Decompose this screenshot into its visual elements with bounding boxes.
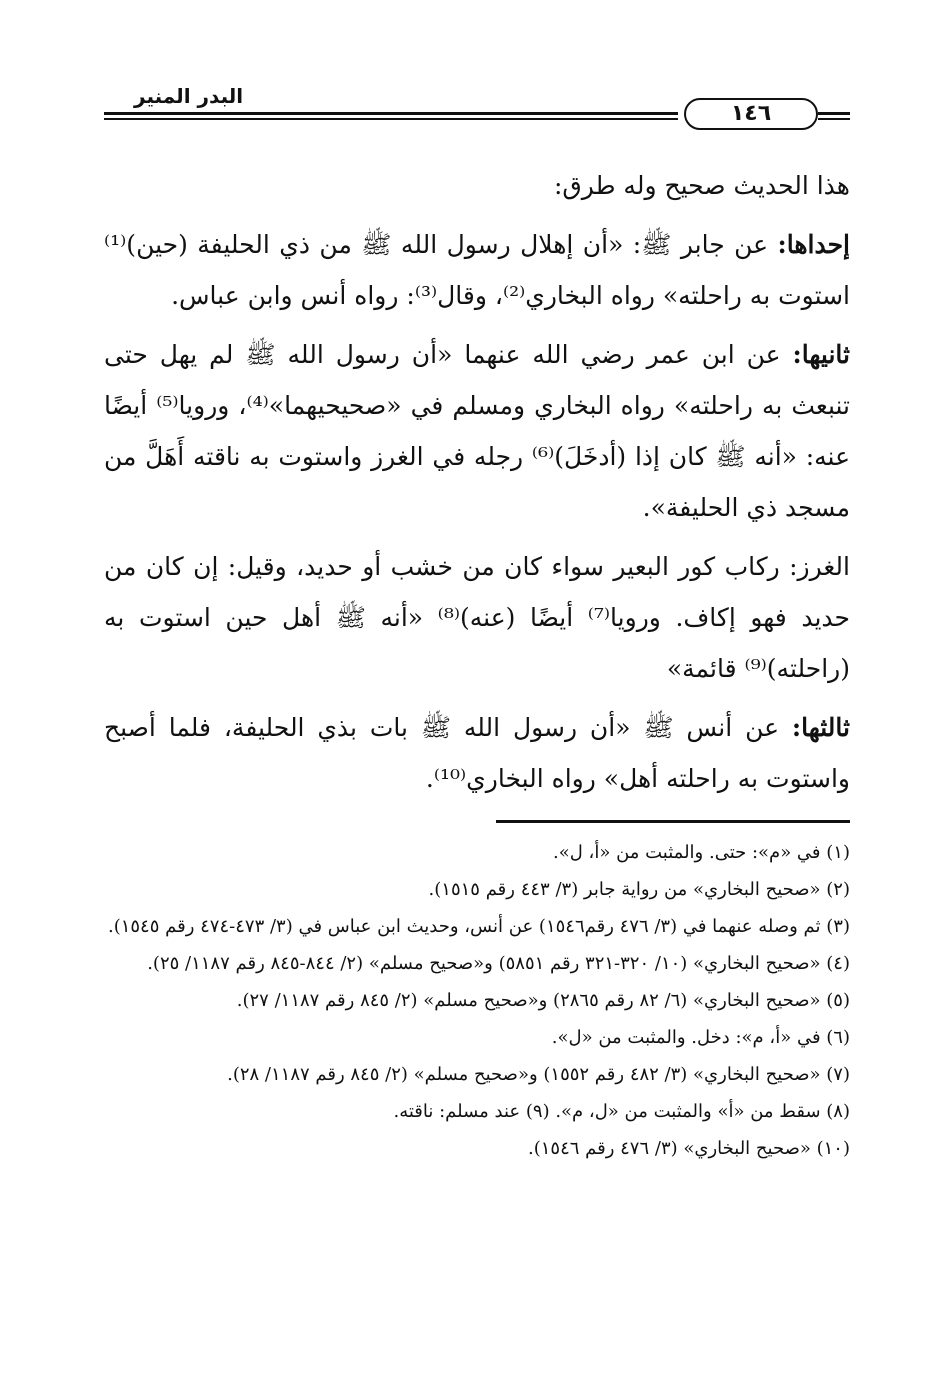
footnote: (٢) «صحيح البخاري» من رواية جابر (٣/ ٤٤٣ رقم ١٥١٥).	[428, 879, 850, 900]
paragraph	[104, 702, 850, 804]
header-rule-bottom	[104, 118, 678, 120]
paragraph-text: الغرز: ركاب كور البعير سواء كان من خشب أو حديد، وقيل: إن كان من حديد فهو إكاف. ورويا⁽⁷⁾ أيضًا (عنه)⁽⁸⁾ «أنه ﷺ أهل حين استوت به (راحلته)⁽⁹⁾ قائمة»	[104, 552, 850, 683]
header-rule-bottom-right	[818, 118, 850, 120]
footnote: (٨) سقط من «أ» والمثبت من «ل، م». (٩) عند مسلم: ناقته.	[393, 1101, 850, 1122]
paragraph-text: عن جابر ﷺ: «أن إهلال رسول الله ﷺ من ذي الحليفة (حين)⁽¹⁾ استوت به راحلته» رواه البخاري⁽²⁾، وقال⁽³⁾: رواه أنس وابن عباس.	[104, 230, 850, 310]
paragraph-text: عن ابن عمر رضي الله عنهما «أن رسول الله ﷺ لم يهل حتى تنبعث به راحلته» رواه البخاري ومسلم في «صحيحيهما»⁽⁴⁾، ورويا⁽⁵⁾ أيضًا عنه: «أنه ﷺ كان إذا (أدخَلَ)⁽⁶⁾ رجله في الغرز واستوت به ناقته أَهَلَّ من مسجد ذي الحليفة».	[104, 340, 850, 522]
main-text	[104, 160, 850, 812]
header-rule-top	[104, 112, 678, 115]
footnotes	[104, 834, 850, 1167]
paragraph	[104, 541, 850, 694]
paragraph-lead: ثالثها:	[791, 713, 850, 742]
paragraph	[104, 160, 850, 211]
paragraph-text: عن أنس ﷺ «أن رسول الله ﷺ بات بذي الحليفة، فلما أصبح واستوت به راحلته أهل» رواه البخاري⁽¹⁰⁾.	[104, 713, 850, 793]
paragraph-lead: إحداها:	[777, 230, 850, 259]
footnote: (١) في «م»: حتى. والمثبت من «أ، ل».	[552, 842, 850, 863]
footnote: (٥) «صحيح البخاري» (٦/ ٨٢ رقم ٢٨٦٥) و«صحيح مسلم» (٢/ ٨٤٥ رقم ١١٨٧/ ٢٧).	[236, 990, 850, 1011]
footnote-separator	[496, 820, 850, 823]
page-header	[104, 82, 850, 142]
paragraph	[104, 219, 850, 321]
paragraph-lead: ثانيها:	[792, 340, 850, 369]
paragraph	[104, 329, 850, 533]
footnote: (٧) «صحيح البخاري» (٣/ ٤٨٢ رقم ١٥٥٢) و«صحيح مسلم» (٢/ ٨٤٥ رقم ١١٨٧/ ٢٨).	[227, 1064, 850, 1085]
footnote: (٦) في «أ، م»: دخل. والمثبت من «ل».	[551, 1027, 850, 1048]
page-number: ١٤٦	[684, 98, 818, 130]
header-rule-top-right	[818, 112, 850, 115]
running-title: البدر المنير	[134, 84, 244, 108]
footnote: (٤) «صحيح البخاري» (١٠/ ٣٢٠-٣٢١ رقم ٥٨٥١) و«صحيح مسلم» (٢/ ٨٤٤-٨٤٥ رقم ١١٨٧/ ٢٥).	[147, 953, 850, 974]
footnote: (٣) ثم وصله عنهما في (٣/ ٤٧٦ رقم١٥٤٦) عن أنس، وحديث ابن عباس في (٣/ ٤٧٣-٤٧٤ رقم ١٥٤٥).	[107, 916, 850, 937]
footnote: (١٠) «صحيح البخاري» (٣/ ٤٧٦ رقم ١٥٤٦).	[527, 1138, 850, 1159]
paragraph-text: هذا الحديث صحيح وله طرق:	[553, 171, 850, 200]
